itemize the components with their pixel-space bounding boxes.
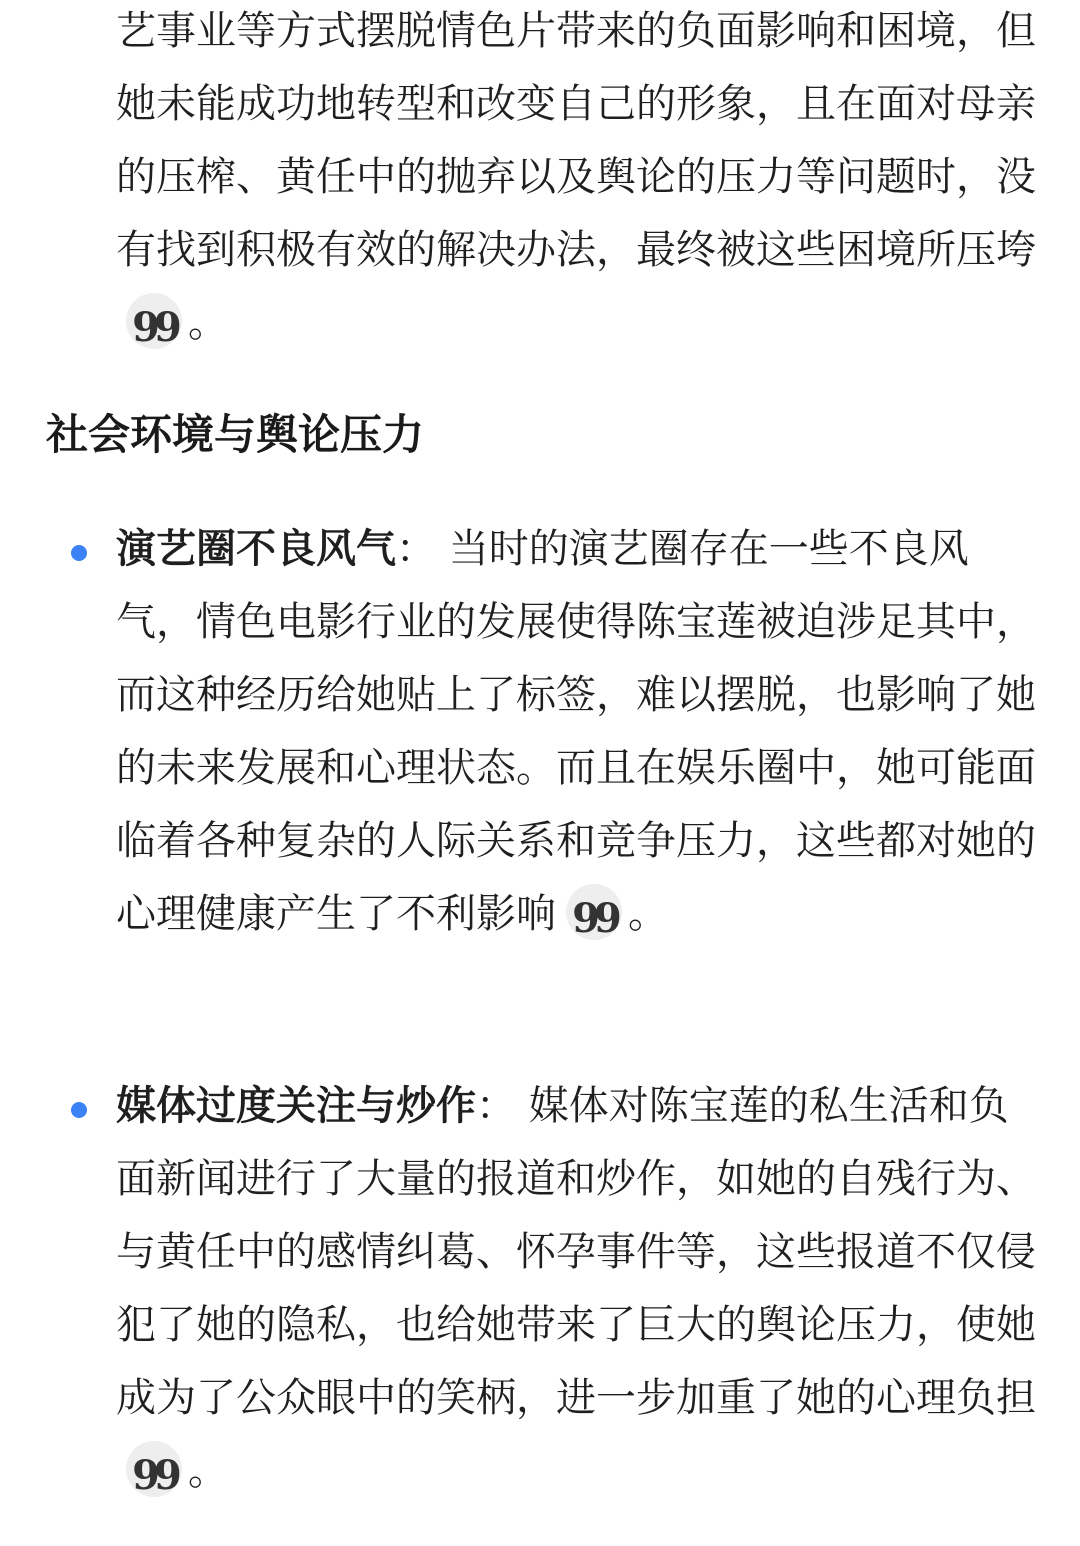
bullet-text: 当时的演艺圈存在一些不良风气，情色电影行业的发展使得陈宝莲被迫涉足其中，而这种经历给她贴上了标签，难以摆脱，也影响了她的未来发展和心理状态。而且在娱乐圈中，她可能面临着各种复杂的人际关系和竞争压力，这些都对她的心理健康产生了不利影响 <box>116 526 1036 937</box>
watermark <box>430 1512 660 1542</box>
term-separator: ： <box>476 1083 516 1129</box>
bullet-dot-icon <box>71 545 87 561</box>
bullet-dot-icon <box>71 1102 87 1118</box>
term-separator: ： <box>396 526 436 572</box>
bullet-text: 媒体对陈宝莲的私生活和负面新闻进行了大量的报道和炒作，如她的自残行为、与黄任中的感情纠葛、怀孕事件等，这些报道不仅侵犯了她的隐私，也给她带来了巨大的舆论压力，使她成为了公众眼中的笑柄，进一步加重了她的心理负担 <box>116 1083 1036 1421</box>
bullet-period: 。 <box>188 1448 228 1494</box>
bullet-term: 演艺圈不良风气 <box>116 526 396 572</box>
list-item <box>116 1070 1046 1508</box>
citation-quote-icon[interactable]: 99 <box>126 293 182 349</box>
bullet-term: 媒体过度关注与炒作 <box>116 1083 476 1129</box>
intro-period: 。 <box>188 300 228 346</box>
citation-quote-icon[interactable]: 99 <box>126 1441 182 1497</box>
section-heading: 社会环境与舆论压力 <box>46 410 425 459</box>
intro-paragraph <box>116 0 1046 360</box>
intro-text: 艺事业等方式摆脱情色片带来的负面影响和困境，但她未能成功地转型和改变自己的形象，且在面对母亲的压榨、黄任中的抛弃以及舆论的压力等问题时，没有找到积极有效的解决办法，最终被这些困境所压垮 <box>116 8 1036 273</box>
list-item <box>116 513 1046 951</box>
citation-quote-icon[interactable]: 99 <box>566 884 622 940</box>
bullet-period: 。 <box>628 891 668 937</box>
